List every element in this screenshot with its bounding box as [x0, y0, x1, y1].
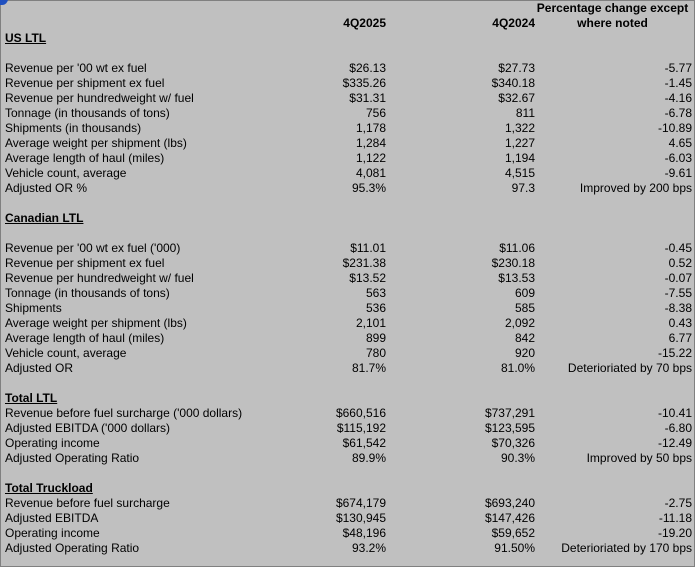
row-label: Revenue per shipment ex fuel — [5, 256, 165, 270]
table-row — [1, 331, 694, 346]
cell-4q2024: 90.3% — [500, 451, 535, 465]
row-label: Average weight per shipment (lbs) — [5, 136, 187, 150]
cell-4q2025: 4,081 — [355, 166, 386, 180]
cell-4q2025: $11.01 — [350, 241, 386, 255]
section-title: Total Truckload — [5, 481, 93, 495]
table-row — [1, 61, 694, 76]
cell-4q2024: 811 — [515, 106, 535, 120]
cell-change: -10.41 — [657, 406, 692, 420]
cell-4q2024: $123,595 — [484, 421, 535, 435]
cell-change: 0.43 — [668, 316, 692, 330]
cell-change: -11.18 — [658, 511, 692, 525]
table-row — [1, 136, 694, 151]
cell-4q2025: $231.38 — [342, 256, 386, 270]
cell-change: -10.89 — [657, 121, 692, 135]
row-label: Operating income — [5, 436, 100, 450]
cell-4q2025: $26.13 — [349, 61, 386, 75]
table-row — [1, 121, 694, 136]
cell-change: -5.77 — [664, 61, 692, 75]
cell-change: -6.80 — [664, 421, 692, 435]
row-label: Shipments — [5, 301, 62, 315]
table-row — [1, 76, 694, 91]
cell-4q2025: $335.26 — [342, 76, 386, 90]
cell-4q2024: $70,326 — [491, 436, 535, 450]
cell-4q2025: $48,196 — [342, 526, 386, 540]
table-row — [1, 421, 694, 436]
cell-4q2024: 609 — [514, 286, 535, 300]
cell-4q2024: $11.06 — [499, 241, 535, 255]
cell-change: -8.38 — [664, 301, 692, 315]
row-label: Operating income — [5, 526, 100, 540]
table-row — [1, 526, 694, 541]
cell-change: -9.61 — [664, 166, 692, 180]
table-row — [1, 181, 694, 196]
cell-4q2024: 1,322 — [504, 121, 535, 135]
cell-change: 0.52 — [668, 256, 692, 270]
cell-4q2025: 89.9% — [351, 451, 386, 465]
cell-change: -12.49 — [657, 436, 692, 450]
row-label: Average length of haul (miles) — [5, 331, 165, 345]
cell-4q2025: 756 — [365, 106, 386, 120]
row-label: Average length of haul (miles) — [5, 151, 165, 165]
cell-change: -6.03 — [664, 151, 692, 165]
cell-4q2024: $32.67 — [498, 91, 535, 105]
cell-change: -19.20 — [657, 526, 692, 540]
row-label: Revenue per '00 wt ex fuel — [5, 61, 147, 75]
section-title: Total LTL — [5, 391, 58, 405]
cell-4q2025: $61,542 — [342, 436, 386, 450]
cell-4q2025: 1,178 — [355, 121, 386, 135]
table-row — [1, 301, 694, 316]
table-row — [1, 256, 694, 271]
cell-4q2025: 780 — [365, 346, 386, 360]
table-row — [1, 451, 694, 466]
cell-4q2025: 81.7% — [351, 361, 386, 375]
cell-4q2024: $13.53 — [498, 271, 535, 285]
cell-4q2024: 4,515 — [504, 166, 535, 180]
col-header-change: Percentage change except where noted — [536, 1, 689, 30]
corner-marker-icon — [0, 0, 8, 5]
row-label: Adjusted Operating Ratio — [5, 451, 140, 465]
cell-4q2025: 563 — [365, 286, 386, 300]
table-row — [1, 361, 694, 376]
row-label: Tonnage (in thousands of tons) — [5, 286, 170, 300]
cell-4q2024: 1,194 — [504, 151, 535, 165]
row-label: Revenue per '00 wt ex fuel ('000) — [5, 241, 181, 255]
row-label: Revenue per hundredweight w/ fuel — [5, 91, 194, 105]
cell-change: Improved by 50 bps — [586, 451, 692, 465]
table-row — [1, 436, 694, 451]
cell-change: Deterioriated by 70 bps — [567, 361, 692, 375]
cell-change: -15.22 — [657, 346, 692, 360]
cell-4q2024: 920 — [514, 346, 535, 360]
table-row — [1, 316, 694, 331]
cell-4q2024: $737,291 — [484, 406, 535, 420]
table-row — [1, 511, 694, 526]
cell-4q2024: 585 — [514, 301, 535, 315]
cell-4q2024: $340.18 — [491, 76, 535, 90]
row-label: Shipments (in thousands) — [5, 121, 142, 135]
row-label: Average weight per shipment (lbs) — [5, 316, 187, 330]
cell-change: -2.75 — [664, 496, 692, 510]
row-label: Adjusted OR % — [5, 181, 88, 195]
row-label: Revenue per shipment ex fuel — [5, 76, 165, 90]
col-header-4q2025: 4Q2025 — [343, 16, 386, 30]
cell-4q2025: 2,101 — [355, 316, 386, 330]
row-label: Revenue per hundredweight w/ fuel — [5, 271, 194, 285]
row-label: Vehicle count, average — [5, 166, 127, 180]
row-label: Adjusted EBITDA ('000 dollars) — [5, 421, 171, 435]
section-title-row — [1, 481, 694, 496]
cell-4q2024: 1,227 — [504, 136, 535, 150]
table-row — [1, 286, 694, 301]
cell-4q2025: 93.2% — [351, 541, 386, 555]
cell-4q2024: $59,652 — [491, 526, 535, 540]
table-row — [1, 151, 694, 166]
cell-4q2024: $230.18 — [491, 256, 535, 270]
cell-4q2025: 95.3% — [351, 181, 386, 195]
cell-4q2025: $13.52 — [349, 271, 386, 285]
cell-change: Deterioriated by 170 bps — [561, 541, 692, 555]
section-title: US LTL — [5, 31, 47, 45]
table-row — [1, 106, 694, 121]
table-row — [1, 271, 694, 286]
section-title-row — [1, 391, 694, 406]
cell-change: Improved by 200 bps — [579, 181, 692, 195]
cell-change: -1.45 — [664, 76, 692, 90]
section-title: Canadian LTL — [5, 211, 84, 225]
row-label: Revenue before fuel surcharge ('000 dollars) — [5, 406, 243, 420]
cell-4q2025: $31.31 — [349, 91, 386, 105]
row-label: Adjusted OR — [5, 361, 74, 375]
cell-4q2024: 97.3 — [511, 181, 535, 195]
cell-4q2024: 2,092 — [504, 316, 535, 330]
row-label: Vehicle count, average — [5, 346, 127, 360]
row-label: Tonnage (in thousands of tons) — [5, 106, 170, 120]
table-row — [1, 346, 694, 361]
col-header-4q2024: 4Q2024 — [492, 16, 535, 30]
table-row — [1, 241, 694, 256]
cell-4q2025: $674,179 — [335, 496, 386, 510]
row-label: Adjusted EBITDA — [5, 511, 99, 525]
cell-change: -6.78 — [664, 106, 692, 120]
cell-change: -7.55 — [664, 286, 692, 300]
table-row — [1, 166, 694, 181]
cell-change: -4.16 — [664, 91, 692, 105]
row-label: Adjusted Operating Ratio — [5, 541, 140, 555]
cell-change: 4.65 — [668, 136, 692, 150]
row-label: Revenue before fuel surcharge — [5, 496, 170, 510]
cell-4q2024: 842 — [514, 331, 535, 345]
cell-4q2025: 536 — [365, 301, 386, 315]
cell-4q2024: $147,426 — [484, 511, 535, 525]
cell-4q2025: 899 — [365, 331, 386, 345]
section-title-row — [1, 211, 694, 226]
section-title-row — [1, 31, 694, 46]
cell-4q2025: 1,284 — [355, 136, 386, 150]
cell-4q2025: $660,516 — [335, 406, 386, 420]
table-row — [1, 541, 694, 556]
cell-change: -0.07 — [664, 271, 692, 285]
cell-4q2025: 1,122 — [355, 151, 386, 165]
cell-4q2024: $693,240 — [484, 496, 535, 510]
cell-4q2024: 91.50% — [494, 541, 535, 555]
table-row — [1, 496, 694, 511]
table-row — [1, 406, 694, 421]
cell-4q2024: $27.73 — [498, 61, 535, 75]
table-row — [1, 91, 694, 106]
cell-4q2025: $130,945 — [335, 511, 386, 525]
cell-change: 6.77 — [668, 331, 692, 345]
cell-4q2024: 81.0% — [500, 361, 535, 375]
cell-4q2025: $115,192 — [336, 421, 386, 435]
cell-change: -0.45 — [664, 241, 692, 255]
